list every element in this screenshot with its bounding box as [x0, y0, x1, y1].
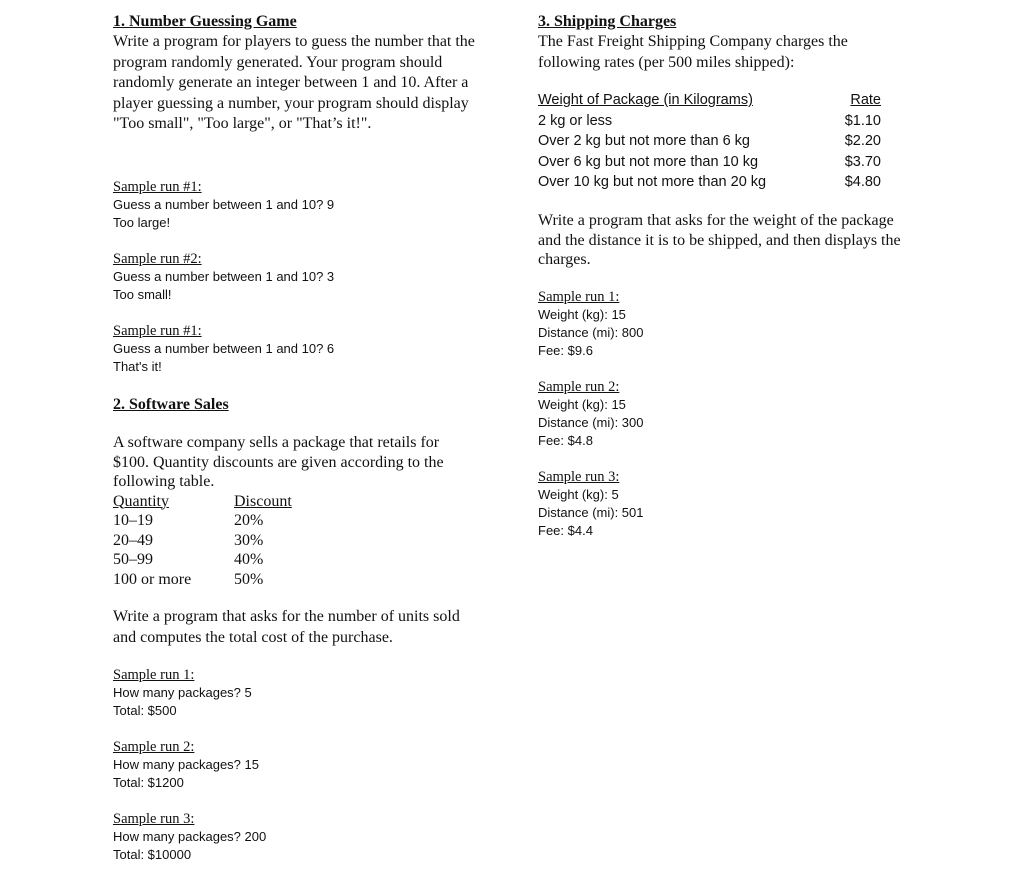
sample-run [113, 666, 252, 720]
sample-run [113, 178, 334, 232]
sample-run [113, 322, 334, 376]
sample-run-label: Sample run 2: [538, 379, 620, 395]
sample-run-output: Guess a number between 1 and 10? 3 [113, 269, 335, 284]
sample-run-label: Sample run #2: [113, 251, 202, 267]
table-header: Quantity [113, 492, 169, 510]
sample-run [113, 250, 334, 304]
sample-run-output: Distance (mi): 800 [538, 325, 644, 340]
sample-run [113, 738, 259, 792]
table-cell: $4.80 [844, 174, 881, 190]
sample-run-output: Weight (kg): 15 [538, 307, 626, 322]
section-2-intro [113, 433, 473, 589]
sample-run-label: Sample run 2: [113, 739, 195, 755]
sample-run-output: Fee: $4.8 [538, 433, 593, 448]
section-3-task-text: Write a program that asks for the weight of the package and the distance it is to be shipped, and then displays the charges. [538, 212, 901, 268]
sample-run [538, 468, 643, 540]
sample-run-output: How many packages? 5 [113, 685, 252, 700]
table-header-row [538, 90, 881, 111]
table-cell: 40% [234, 551, 264, 568]
section-1-title: 1. Number Guessing Game [113, 13, 297, 30]
sample-run-output: Fee: $4.4 [538, 523, 593, 538]
sample-run-output: That's it! [113, 359, 162, 374]
table-row [538, 172, 881, 193]
table-cell: 50% [234, 570, 264, 588]
table-cell: Over 2 kg but not more than 6 kg [538, 133, 750, 149]
section-2-task-text: Write a program that asks for the number of units sold and computes the total cost of the purchase. [113, 608, 460, 646]
sample-run-label: Sample run #1: [113, 323, 202, 339]
sample-run-output: How many packages? 15 [113, 757, 259, 772]
sample-run-output: Total: $500 [113, 703, 177, 718]
sample-run [113, 810, 266, 864]
table-row [113, 570, 292, 590]
sample-run-label: Sample run #1: [113, 179, 202, 195]
sample-run-output: How many packages? 200 [113, 829, 267, 844]
sample-run-label: Sample run 1: [538, 289, 620, 305]
sample-run [538, 288, 643, 360]
table-cell: 20–49 [113, 531, 153, 549]
table-cell: $2.20 [844, 133, 881, 149]
sample-run-label: Sample run 1: [113, 667, 195, 683]
table-row [113, 511, 292, 531]
table-row [538, 152, 881, 173]
table-cell: 50–99 [113, 551, 153, 568]
table-cell: Over 6 kg but not more than 10 kg [538, 153, 759, 170]
sample-run-output: Weight (kg): 5 [538, 487, 619, 502]
sample-run-output: Total: $1200 [113, 775, 184, 790]
table-cell: Over 10 kg but not more than 20 kg [538, 174, 767, 190]
sample-run-output: Distance (mi): 501 [538, 505, 644, 520]
table-cell: $1.10 [844, 112, 881, 129]
table-header: Discount [234, 492, 292, 510]
sample-run-label: Sample run 3: [538, 469, 620, 485]
table-cell: 10–19 [113, 512, 153, 529]
shipping-rate-table [538, 90, 881, 193]
table-row [538, 131, 881, 152]
sample-run-output: Distance (mi): 300 [538, 415, 644, 430]
table-header: Rate [850, 92, 881, 108]
sample-run-output: Fee: $9.6 [538, 343, 593, 358]
table-cell: $3.70 [844, 153, 881, 170]
table-cell: 100 or more [113, 570, 192, 588]
table-cell: 2 kg or less [538, 112, 613, 129]
section-number-guessing [113, 12, 483, 135]
table-cell: 20% [234, 512, 264, 529]
section-software-sales [113, 395, 483, 415]
sample-run-output: Too large! [113, 215, 171, 230]
section-3-task [538, 211, 908, 270]
sample-run-label: Sample run 3: [113, 811, 195, 827]
sample-run-output: Total: $10000 [113, 847, 192, 862]
table-row [538, 111, 881, 132]
section-3-title: 3. Shipping Charges [538, 13, 677, 30]
table-header-row [113, 492, 292, 512]
section-shipping-charges [538, 12, 883, 73]
sample-run-output: Guess a number between 1 and 10? 6 [113, 341, 335, 356]
section-1-description: Write a program for players to guess the number that the program randomly generated. Your program should randomly generate an integer between 1 and 10. After a player guessing a number, your program should display "Too small", "Too large", or "That’s it!". [113, 33, 475, 133]
table-row [113, 550, 292, 570]
section-2-title: 2. Software Sales [113, 396, 229, 413]
table-row [113, 531, 292, 551]
discount-table [113, 492, 292, 590]
table-cell: 30% [234, 531, 264, 549]
sample-run-output: Too small! [113, 287, 172, 302]
table-header: Weight of Package (in Kilograms) [538, 92, 753, 108]
sample-run-output: Guess a number between 1 and 10? 9 [113, 197, 335, 212]
section-3-description: The Fast Freight Shipping Company charges the following rates (per 500 miles shipped): [538, 33, 848, 71]
section-2-task [113, 607, 473, 648]
section-2-description: A software company sells a package that retails for $100. Quantity discounts are given according to the following table. [113, 434, 444, 490]
sample-run-output: Weight (kg): 15 [538, 397, 626, 412]
sample-run [538, 378, 643, 450]
